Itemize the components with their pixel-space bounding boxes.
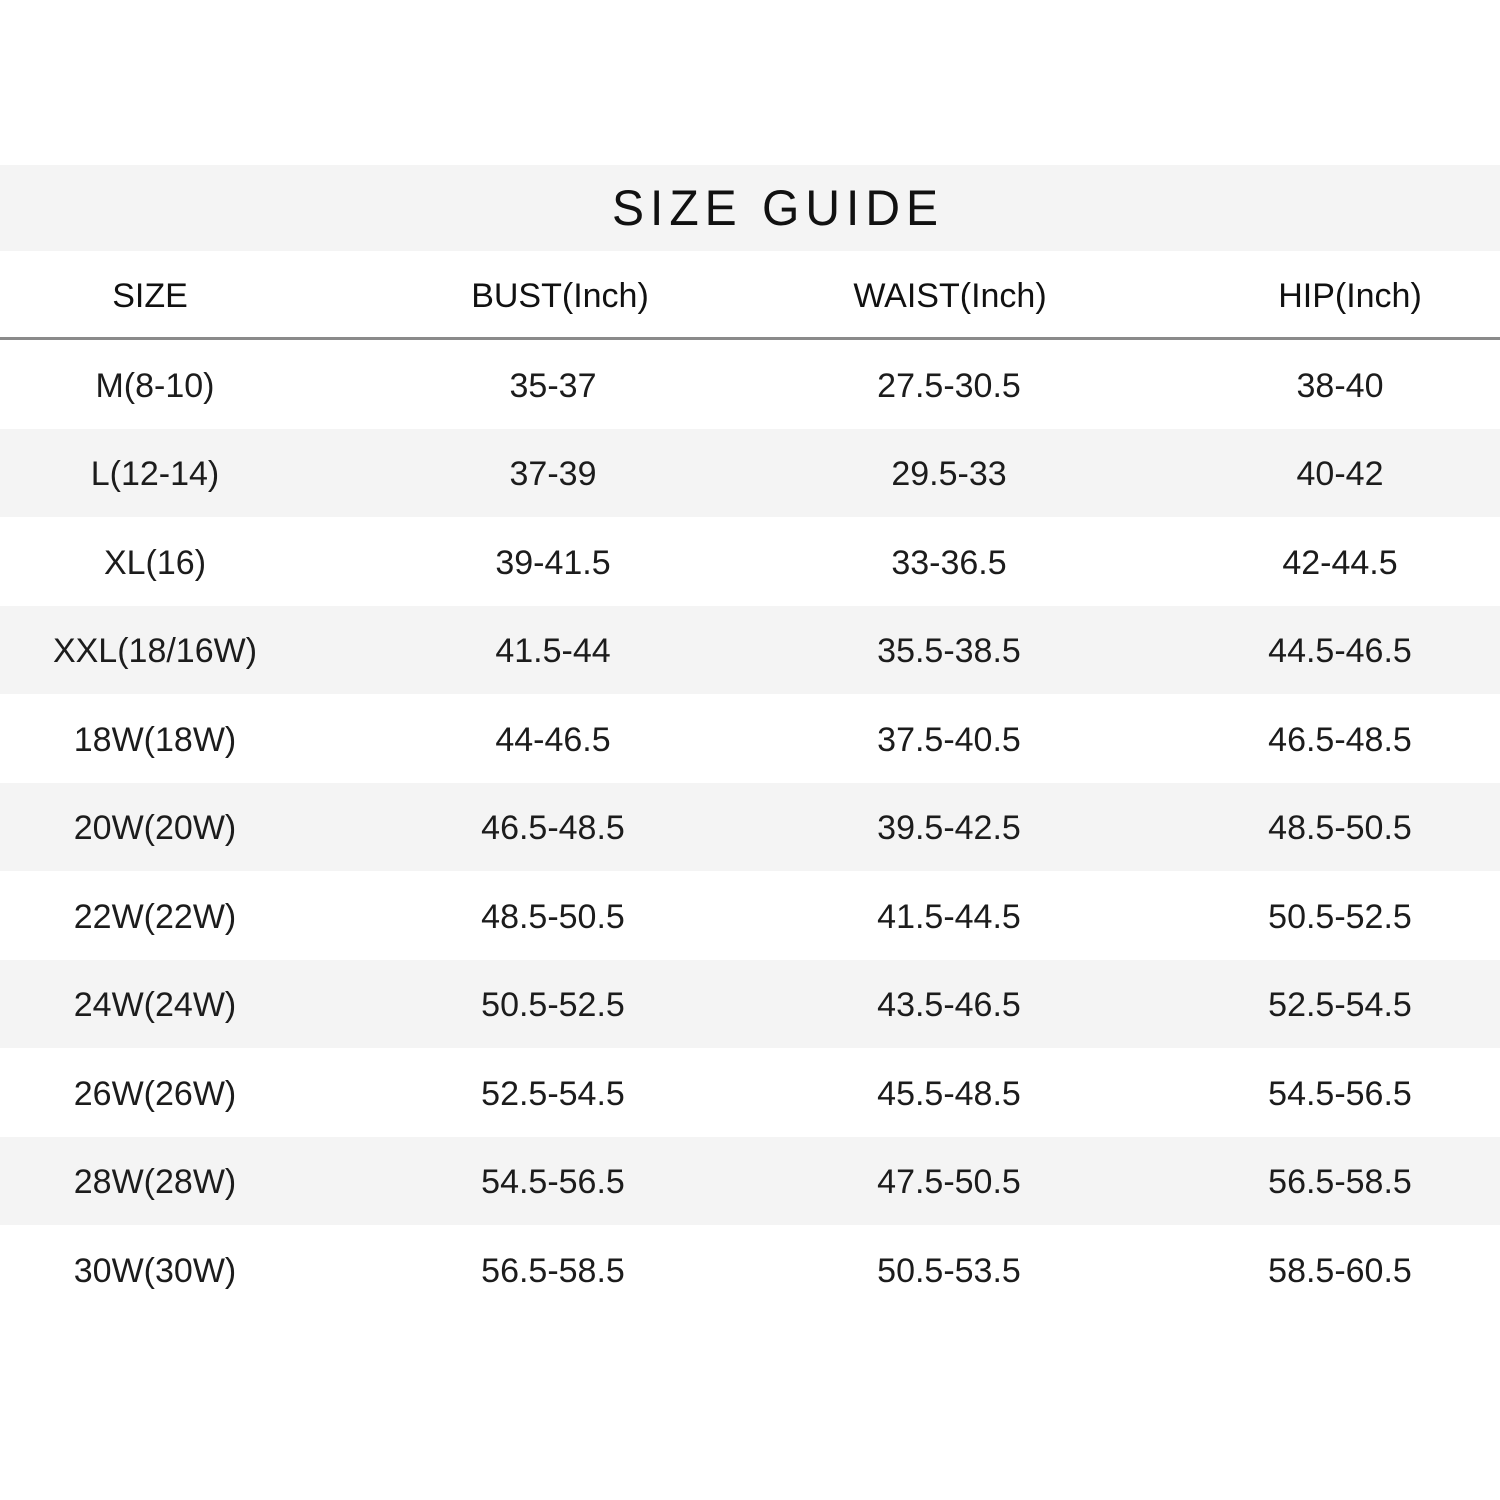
cell-waist: 39.5-42.5 xyxy=(877,809,1021,848)
cell-size: XL(16) xyxy=(103,543,207,582)
cell-hip: 40-42 xyxy=(1296,455,1384,494)
cell-hip: 56.5-58.5 xyxy=(1268,1163,1412,1202)
cell-waist: 35.5-38.5 xyxy=(877,632,1021,671)
cell-size: 18W(18W) xyxy=(73,720,237,759)
cell-size: XXL(18/16W) xyxy=(52,632,258,671)
table-body xyxy=(0,340,1500,1314)
cell-bust: 37-39 xyxy=(509,455,597,494)
cell-waist: 45.5-48.5 xyxy=(877,1074,1021,1113)
size-guide xyxy=(0,165,1500,1314)
cell-waist: 33-36.5 xyxy=(891,543,1007,582)
table-row xyxy=(0,871,1500,960)
header-waist: WAIST(Inch) xyxy=(853,276,1047,315)
cell-bust: 50.5-52.5 xyxy=(481,986,625,1025)
table-row xyxy=(0,340,1500,429)
cell-size: M(8-10) xyxy=(95,366,215,405)
cell-size: 24W(24W) xyxy=(73,986,237,1025)
cell-bust: 48.5-50.5 xyxy=(481,897,625,936)
cell-size: 22W(22W) xyxy=(73,897,237,936)
cell-waist: 27.5-30.5 xyxy=(877,366,1021,405)
cell-bust: 54.5-56.5 xyxy=(481,1163,625,1202)
table-header xyxy=(0,251,1500,340)
cell-waist: 41.5-44.5 xyxy=(877,897,1021,936)
table-row xyxy=(0,694,1500,783)
cell-size: 26W(26W) xyxy=(73,1074,237,1113)
title-band xyxy=(0,165,1500,251)
cell-bust: 39-41.5 xyxy=(495,543,611,582)
table-row xyxy=(0,1137,1500,1226)
page-title: SIZE GUIDE xyxy=(611,180,945,236)
cell-hip: 46.5-48.5 xyxy=(1268,720,1412,759)
cell-waist: 43.5-46.5 xyxy=(877,986,1021,1025)
cell-hip: 54.5-56.5 xyxy=(1268,1074,1412,1113)
header-hip: HIP(Inch) xyxy=(1278,276,1422,315)
cell-hip: 50.5-52.5 xyxy=(1268,897,1412,936)
cell-hip: 52.5-54.5 xyxy=(1268,986,1412,1025)
cell-bust: 44-46.5 xyxy=(495,720,611,759)
cell-hip: 58.5-60.5 xyxy=(1268,1251,1412,1290)
cell-size: 30W(30W) xyxy=(73,1251,237,1290)
cell-bust: 56.5-58.5 xyxy=(481,1251,625,1290)
cell-bust: 46.5-48.5 xyxy=(481,809,625,848)
cell-size: 28W(28W) xyxy=(73,1163,237,1202)
cell-waist: 47.5-50.5 xyxy=(877,1163,1021,1202)
cell-hip: 38-40 xyxy=(1296,366,1384,405)
table-row xyxy=(0,1225,1500,1314)
table-row xyxy=(0,606,1500,695)
cell-size: L(12-14) xyxy=(90,455,220,494)
table-row xyxy=(0,517,1500,606)
cell-hip: 48.5-50.5 xyxy=(1268,809,1412,848)
table-row xyxy=(0,1048,1500,1137)
cell-size: 20W(20W) xyxy=(73,809,237,848)
cell-bust: 35-37 xyxy=(509,366,597,405)
cell-hip: 42-44.5 xyxy=(1282,543,1398,582)
cell-hip: 44.5-46.5 xyxy=(1268,632,1412,671)
header-size: SIZE xyxy=(112,276,188,315)
cell-bust: 52.5-54.5 xyxy=(481,1074,625,1113)
cell-waist: 50.5-53.5 xyxy=(877,1251,1021,1290)
cell-bust: 41.5-44 xyxy=(495,632,611,671)
header-bust: BUST(Inch) xyxy=(471,276,649,315)
table-row xyxy=(0,783,1500,872)
cell-waist: 29.5-33 xyxy=(891,455,1007,494)
table-row xyxy=(0,429,1500,518)
cell-waist: 37.5-40.5 xyxy=(877,720,1021,759)
table-row xyxy=(0,960,1500,1049)
